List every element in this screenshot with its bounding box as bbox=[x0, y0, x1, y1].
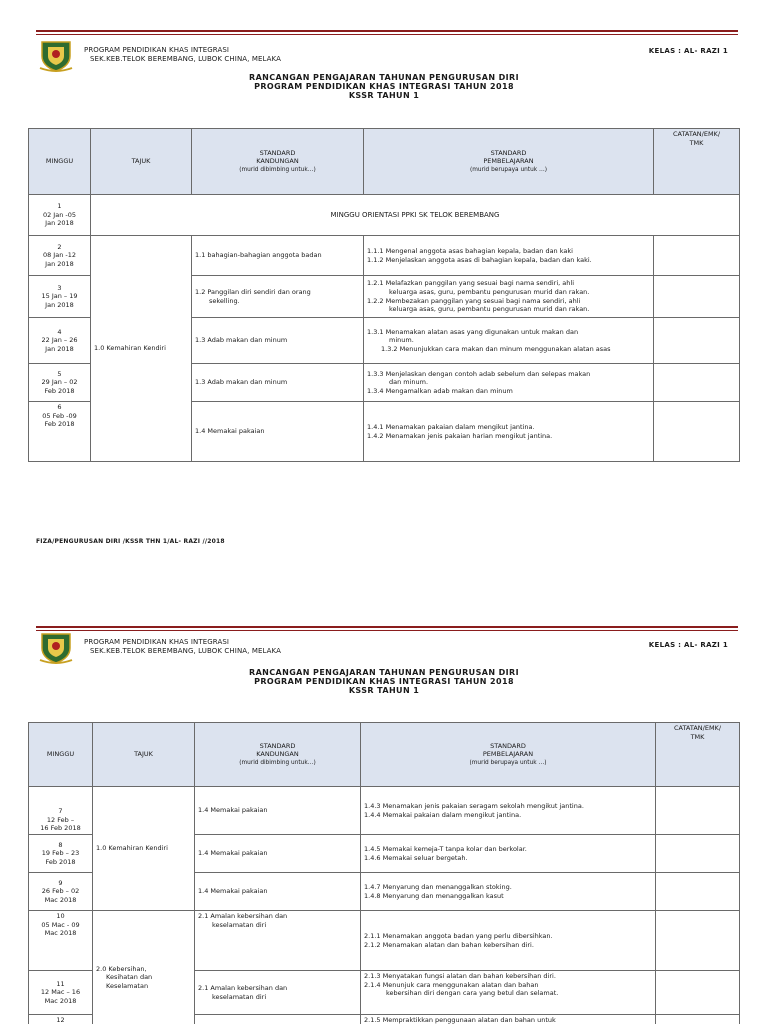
col-catatan: CATATAN/EMK/ TMK bbox=[654, 129, 740, 195]
col-standard-kandungan: STANDARD KANDUNGAN (murid dibimbing untuk…) bbox=[195, 723, 361, 787]
catatan-cell bbox=[654, 402, 740, 462]
standard-pembelajaran-cell: 2.1.3 Menyatakan fungsi alatan dan bahan kebersihan diri. 2.1.4 Menunjuk cara menggunakan alatan dan bahan kebersihan diri dengan cara yang betul dan selamat. bbox=[361, 971, 656, 1015]
col-tajuk: TAJUK bbox=[91, 129, 192, 195]
standard-kandungan-cell: 1.4 Memakai pakaian bbox=[195, 787, 361, 835]
header-rule-top bbox=[36, 30, 738, 32]
table-row bbox=[29, 911, 740, 971]
school-name: SEK.KEB.TELOK BEREMBANG, LUBOK CHINA, MELAKA bbox=[90, 55, 281, 63]
title-line-3: KSSR TAHUN 1 bbox=[348, 91, 420, 100]
title-line-2: PROGRAM PENDIDIKAN KHAS INTEGRASI TAHUN 2018 bbox=[254, 82, 514, 91]
col-tajuk: TAJUK bbox=[93, 723, 195, 787]
table-row bbox=[29, 195, 740, 236]
standard-pembelajaran-cell: 1.4.7 Menyarung dan menanggalkan stoking. 1.4.8 Menyarung dan menanggalkan kasut bbox=[361, 873, 656, 911]
standard-kandungan-cell: 1.4 Memakai pakaian bbox=[192, 402, 364, 462]
week-cell: 11 12 Mac – 16 Mac 2018 bbox=[29, 971, 93, 1015]
standard-pembelajaran-cell: 1.4.1 Menamakan pakaian dalam mengikut jantina. 1.4.2 Menamakan jenis pakaian harian mengikut jantina. bbox=[364, 402, 654, 462]
standard-kandungan-cell: 2.1 Amalan kebersihan dan keselamatan diri bbox=[195, 911, 361, 971]
standard-pembelajaran-cell: 2.1.1 Menamakan anggota badan yang perlu dibersihkan. 2.1.2 Menamakan alatan dan bahan kebersihan diri. bbox=[361, 911, 656, 971]
plan-table-page-1 bbox=[28, 128, 740, 462]
standard-kandungan-cell: 1.3 Adab makan dan minum bbox=[192, 364, 364, 402]
standard-pembelajaran-cell: 1.2.1 Melafazkan panggilan yang sesuai bagi nama sendiri, ahli keluarga asas, guru, pembantu pengurusan murid dan rakan. 1.2.2 Membezakan panggilan yang sesuai bagi nama sendiri, ahli keluarga asas, guru, pembantu pengurusan murid dan rakan. bbox=[364, 276, 654, 318]
school-crest-icon bbox=[38, 38, 74, 74]
standard-kandungan-cell: 1.1 bahagian-bahagian anggota badan bbox=[192, 236, 364, 276]
header-rule-bottom bbox=[36, 630, 738, 631]
school-info bbox=[84, 638, 281, 656]
col-standard-pembelajaran: STANDARD PEMBELAJARAN (murid berupaya untuk …) bbox=[361, 723, 656, 787]
standard-kandungan-cell: 2.1 Amalan kebersihan dan keselamatan diri bbox=[195, 971, 361, 1015]
table-header-row bbox=[29, 723, 740, 787]
document-title bbox=[0, 668, 768, 695]
plan-table-page-2 bbox=[28, 722, 740, 1024]
catatan-cell bbox=[656, 971, 740, 1015]
header-rule-top bbox=[36, 626, 738, 628]
class-label: KELAS : AL- RAZI 1 bbox=[648, 47, 728, 55]
title-line-3: KSSR TAHUN 1 bbox=[348, 686, 420, 695]
catatan-cell bbox=[656, 835, 740, 873]
header-rule-bottom bbox=[36, 34, 738, 35]
tajuk-cell: 1.0 Kemahiran Kendiri bbox=[91, 236, 192, 462]
orientation-cell: MINGGU ORIENTASI PPKI SK TELOK BEREMBANG bbox=[91, 195, 740, 236]
standard-pembelajaran-cell: 1.3.3 Menjelaskan dengan contoh adab sebelum dan selepas makan dan minum. 1.3.4 Mengamalkan adab makan dan minum bbox=[364, 364, 654, 402]
col-minggu: MINGGU bbox=[29, 129, 91, 195]
standard-pembelajaran-cell: 1.4.5 Memakai kemeja-T tanpa kolar dan berkolar. 1.4.6 Memakai seluar bergetah. bbox=[361, 835, 656, 873]
week-cell: 1 02 Jan -05 Jan 2018 bbox=[29, 195, 91, 236]
table-row bbox=[29, 787, 740, 835]
week-cell: 5 29 Jan – 02 Feb 2018 bbox=[29, 364, 91, 402]
title-line-1: RANCANGAN PENGAJARAN TAHUNAN PENGURUSAN DIRI bbox=[249, 73, 519, 82]
week-cell: 7 12 Feb – 16 Feb 2018 bbox=[29, 787, 93, 835]
standard-kandungan-cell: 1.4 Memakai pakaian bbox=[195, 873, 361, 911]
week-cell: 4 22 Jan – 26 Jan 2018 bbox=[29, 318, 91, 364]
document-title bbox=[0, 73, 768, 100]
tajuk-cell: 2.0 Kebersihan, Kesihatan dan Keselamatan bbox=[93, 911, 195, 1024]
col-standard-pembelajaran: STANDARD PEMBELAJARAN (murid berupaya untuk …) bbox=[364, 129, 654, 195]
school-info bbox=[84, 46, 281, 64]
standard-kandungan-cell bbox=[195, 1015, 361, 1024]
program-name: PROGRAM PENDIDIKAN KHAS INTEGRASI bbox=[84, 46, 230, 54]
week-cell: 10 05 Mac - 09 Mac 2018 bbox=[29, 911, 93, 971]
class-label: KELAS : AL- RAZI 1 bbox=[648, 641, 728, 649]
standard-pembelajaran-cell: 1.4.3 Menamakan jenis pakaian seragam sekolah mengikut jantina. 1.4.4 Memakai pakaian dalam mengikut jantina. bbox=[361, 787, 656, 835]
week-cell: 12 bbox=[29, 1015, 93, 1024]
page-footer: FIZA/PENGURUSAN DIRI /KSSR THN 1/AL- RAZI //2018 bbox=[36, 538, 225, 545]
document-page-2 bbox=[0, 616, 768, 1024]
tajuk-cell: 1.0 Kemahiran Kendiri bbox=[93, 787, 195, 911]
catatan-cell bbox=[654, 318, 740, 364]
week-cell: 2 08 Jan -12 Jan 2018 bbox=[29, 236, 91, 276]
school-name: SEK.KEB.TELOK BEREMBANG, LUBOK CHINA, MELAKA bbox=[90, 647, 281, 655]
col-standard-kandungan: STANDARD KANDUNGAN (murid dibimbing untuk…) bbox=[192, 129, 364, 195]
catatan-cell bbox=[654, 276, 740, 318]
standard-kandungan-cell: 1.3 Adab makan dan minum bbox=[192, 318, 364, 364]
catatan-cell bbox=[656, 787, 740, 835]
program-name: PROGRAM PENDIDIKAN KHAS INTEGRASI bbox=[84, 638, 230, 646]
standard-pembelajaran-cell: 2.1.5 Mempraktikkan penggunaan alatan dan bahan untuk bbox=[361, 1015, 656, 1024]
week-cell: 8 19 Feb – 23 Feb 2018 bbox=[29, 835, 93, 873]
week-cell: 6 05 Feb -09 Feb 2018 bbox=[29, 402, 91, 462]
catatan-cell bbox=[656, 911, 740, 971]
week-cell: 9 26 Feb – 02 Mac 2018 bbox=[29, 873, 93, 911]
col-minggu: MINGGU bbox=[29, 723, 93, 787]
catatan-cell bbox=[654, 236, 740, 276]
standard-kandungan-cell: 1.4 Memakai pakaian bbox=[195, 835, 361, 873]
catatan-cell bbox=[656, 1015, 740, 1024]
standard-kandungan-cell: 1.2 Panggilan diri sendiri dan orang sekelling. bbox=[192, 276, 364, 318]
catatan-cell bbox=[656, 873, 740, 911]
standard-pembelajaran-cell: 1.1.1 Mengenal anggota asas bahagian kepala, badan dan kaki 1.1.2 Menjelaskan anggota asas di bahagian kepala, badan dan kaki. bbox=[364, 236, 654, 276]
title-line-1: RANCANGAN PENGAJARAN TAHUNAN PENGURUSAN DIRI bbox=[249, 668, 519, 677]
table-header-row bbox=[29, 129, 740, 195]
week-cell: 3 15 Jan – 19 Jan 2018 bbox=[29, 276, 91, 318]
standard-pembelajaran-cell: 1.3.1 Menamakan alatan asas yang digunakan untuk makan dan minum. 1.3.2 Menunjukkan cara makan dan minum menggunakan alatan asas bbox=[364, 318, 654, 364]
table-row bbox=[29, 236, 740, 276]
catatan-cell bbox=[654, 364, 740, 402]
col-catatan: CATATAN/EMK/ TMK bbox=[656, 723, 740, 787]
title-line-2: PROGRAM PENDIDIKAN KHAS INTEGRASI TAHUN 2018 bbox=[254, 677, 514, 686]
school-crest-icon bbox=[38, 630, 74, 666]
